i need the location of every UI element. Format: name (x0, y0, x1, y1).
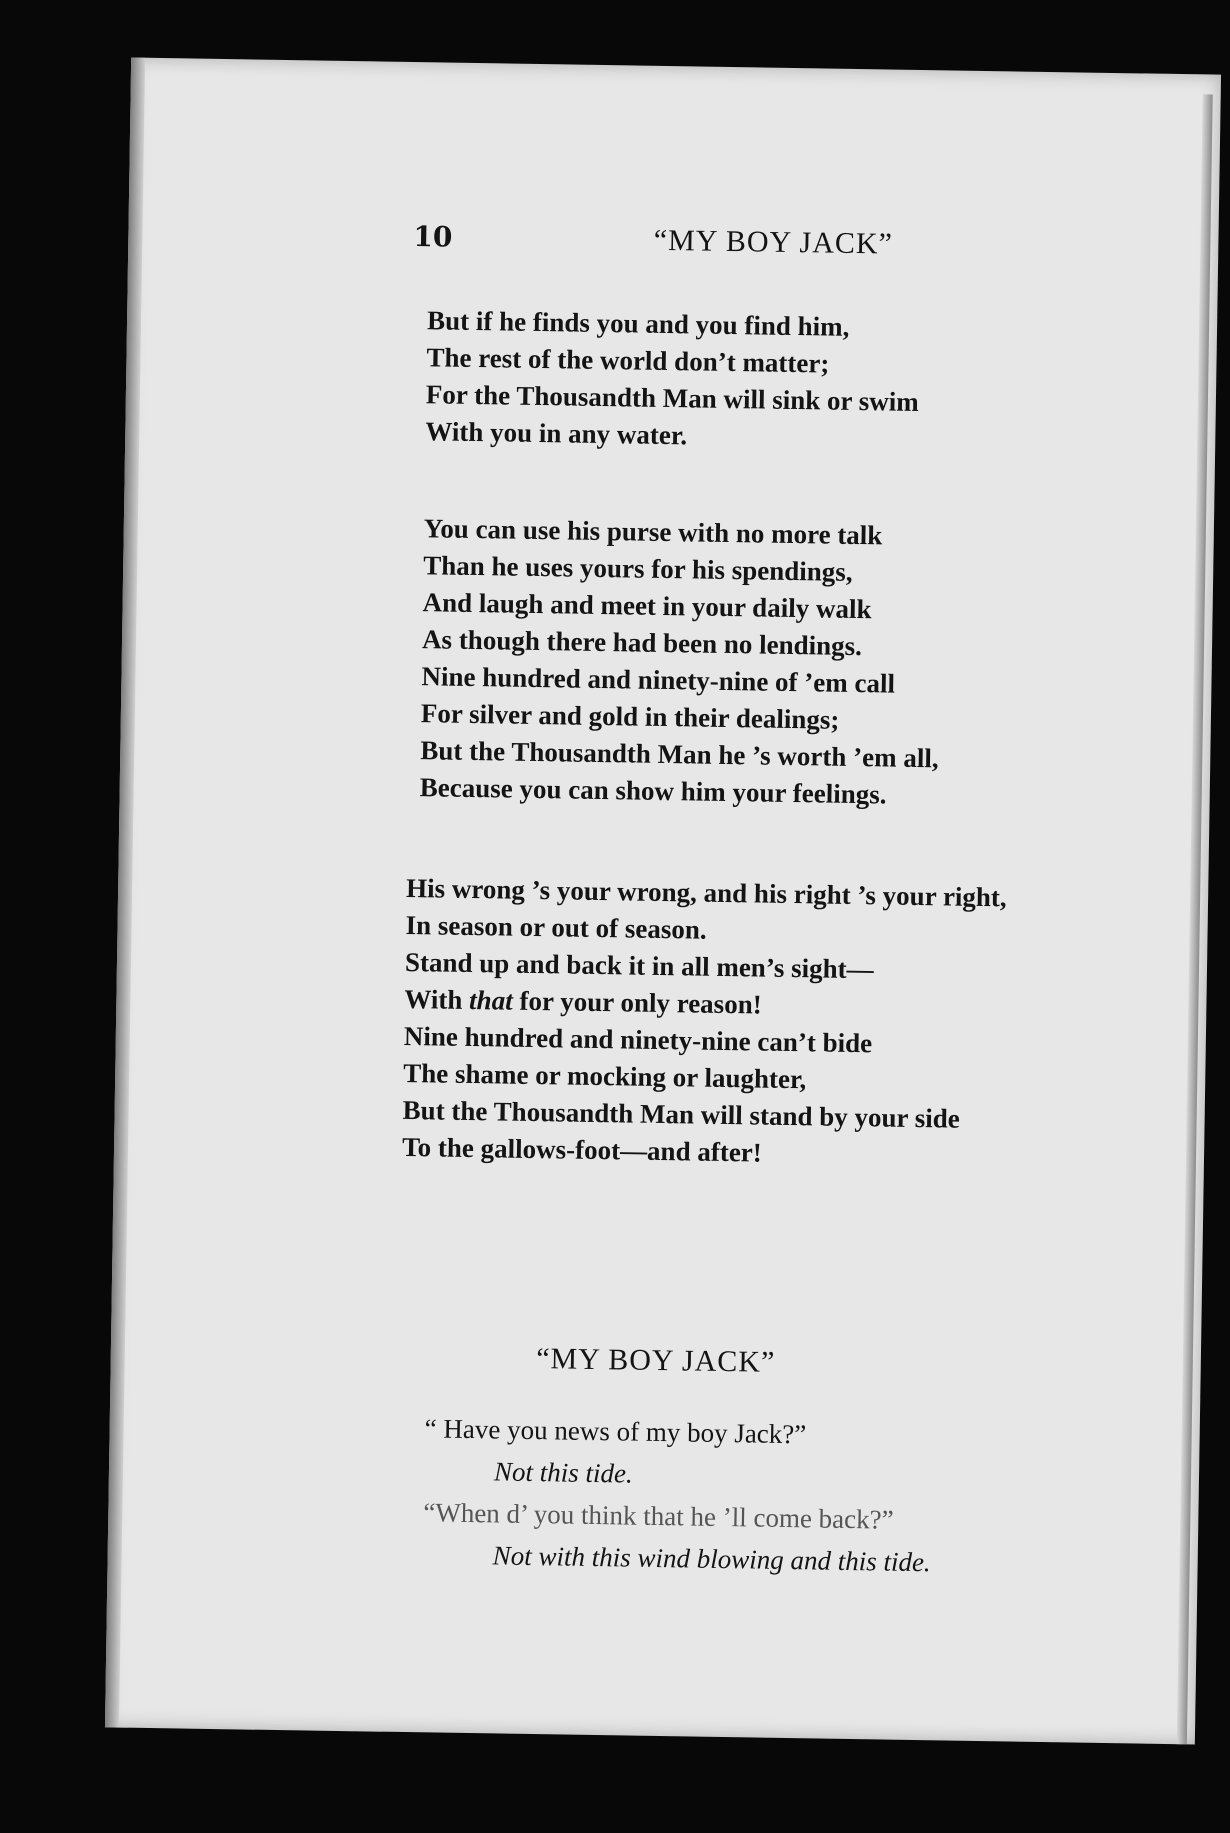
poem-line: With you in any water. (425, 416, 688, 451)
poem-line-end: for your only reason! (512, 985, 762, 1020)
poem-line: The shame or mocking or laughter, (403, 1057, 807, 1095)
page-number: 10 (413, 219, 453, 254)
poem-line: For the Thousandth Man will sink or swim (425, 379, 919, 417)
poem-line: In season or out of season. (405, 909, 707, 945)
poem-line: But the Thousandth Man he ’s worth ’em all, (420, 735, 939, 774)
poem-line: And laugh and meet in your daily walk (422, 587, 872, 625)
stanza-1 (425, 302, 1187, 462)
stanza-2 (419, 510, 1184, 818)
stanza-3 (402, 870, 1167, 1178)
poem-my-boy-jack (422, 1407, 1185, 1587)
poem-line: For silver and gold in their dealings; (420, 698, 840, 735)
poem-line: “ Have you news of my boy Jack?” (424, 1413, 807, 1450)
poem-line: His wrong ’s your wrong, and his right ’s your right, (405, 872, 1007, 913)
book-page (105, 58, 1221, 1745)
poem-title: “MY BOY JACK” (535, 1342, 776, 1379)
poem-line: Because you can show him your feelings. (419, 772, 887, 810)
italic-word: that (468, 984, 513, 1016)
poem-line: Nine hundred and ninety-nine can’t bide (403, 1020, 873, 1059)
page-header (413, 220, 1134, 275)
poem-line-start: With (404, 983, 470, 1015)
poem-line: But the Thousandth Man will stand by your side (402, 1094, 961, 1134)
poem-line: The rest of the world don’t matter; (426, 342, 830, 379)
poem-line: Than he uses yours for his spendings, (423, 550, 853, 587)
poem-line: “When d’ you think that he ’ll come back?” (423, 1497, 894, 1535)
poem-line: Nine hundred and ninety-nine of ’em call (421, 661, 896, 699)
poem-reply-line: Not with this wind blowing and this tide. (492, 1540, 931, 1578)
poem-line: To the gallows-foot—and after! (401, 1131, 763, 1168)
poem-line: Stand up and back it in all men’s sight— (404, 946, 874, 985)
running-head: “MY BOY JACK” (653, 223, 894, 261)
poem-reply-line: Not this tide. (493, 1456, 634, 1489)
poem-line: But if he finds you and you find him, (426, 305, 850, 342)
poem-line: You can use his purse with no more talk (423, 513, 883, 551)
poem-line: As though there had been no lendings. (421, 624, 863, 662)
